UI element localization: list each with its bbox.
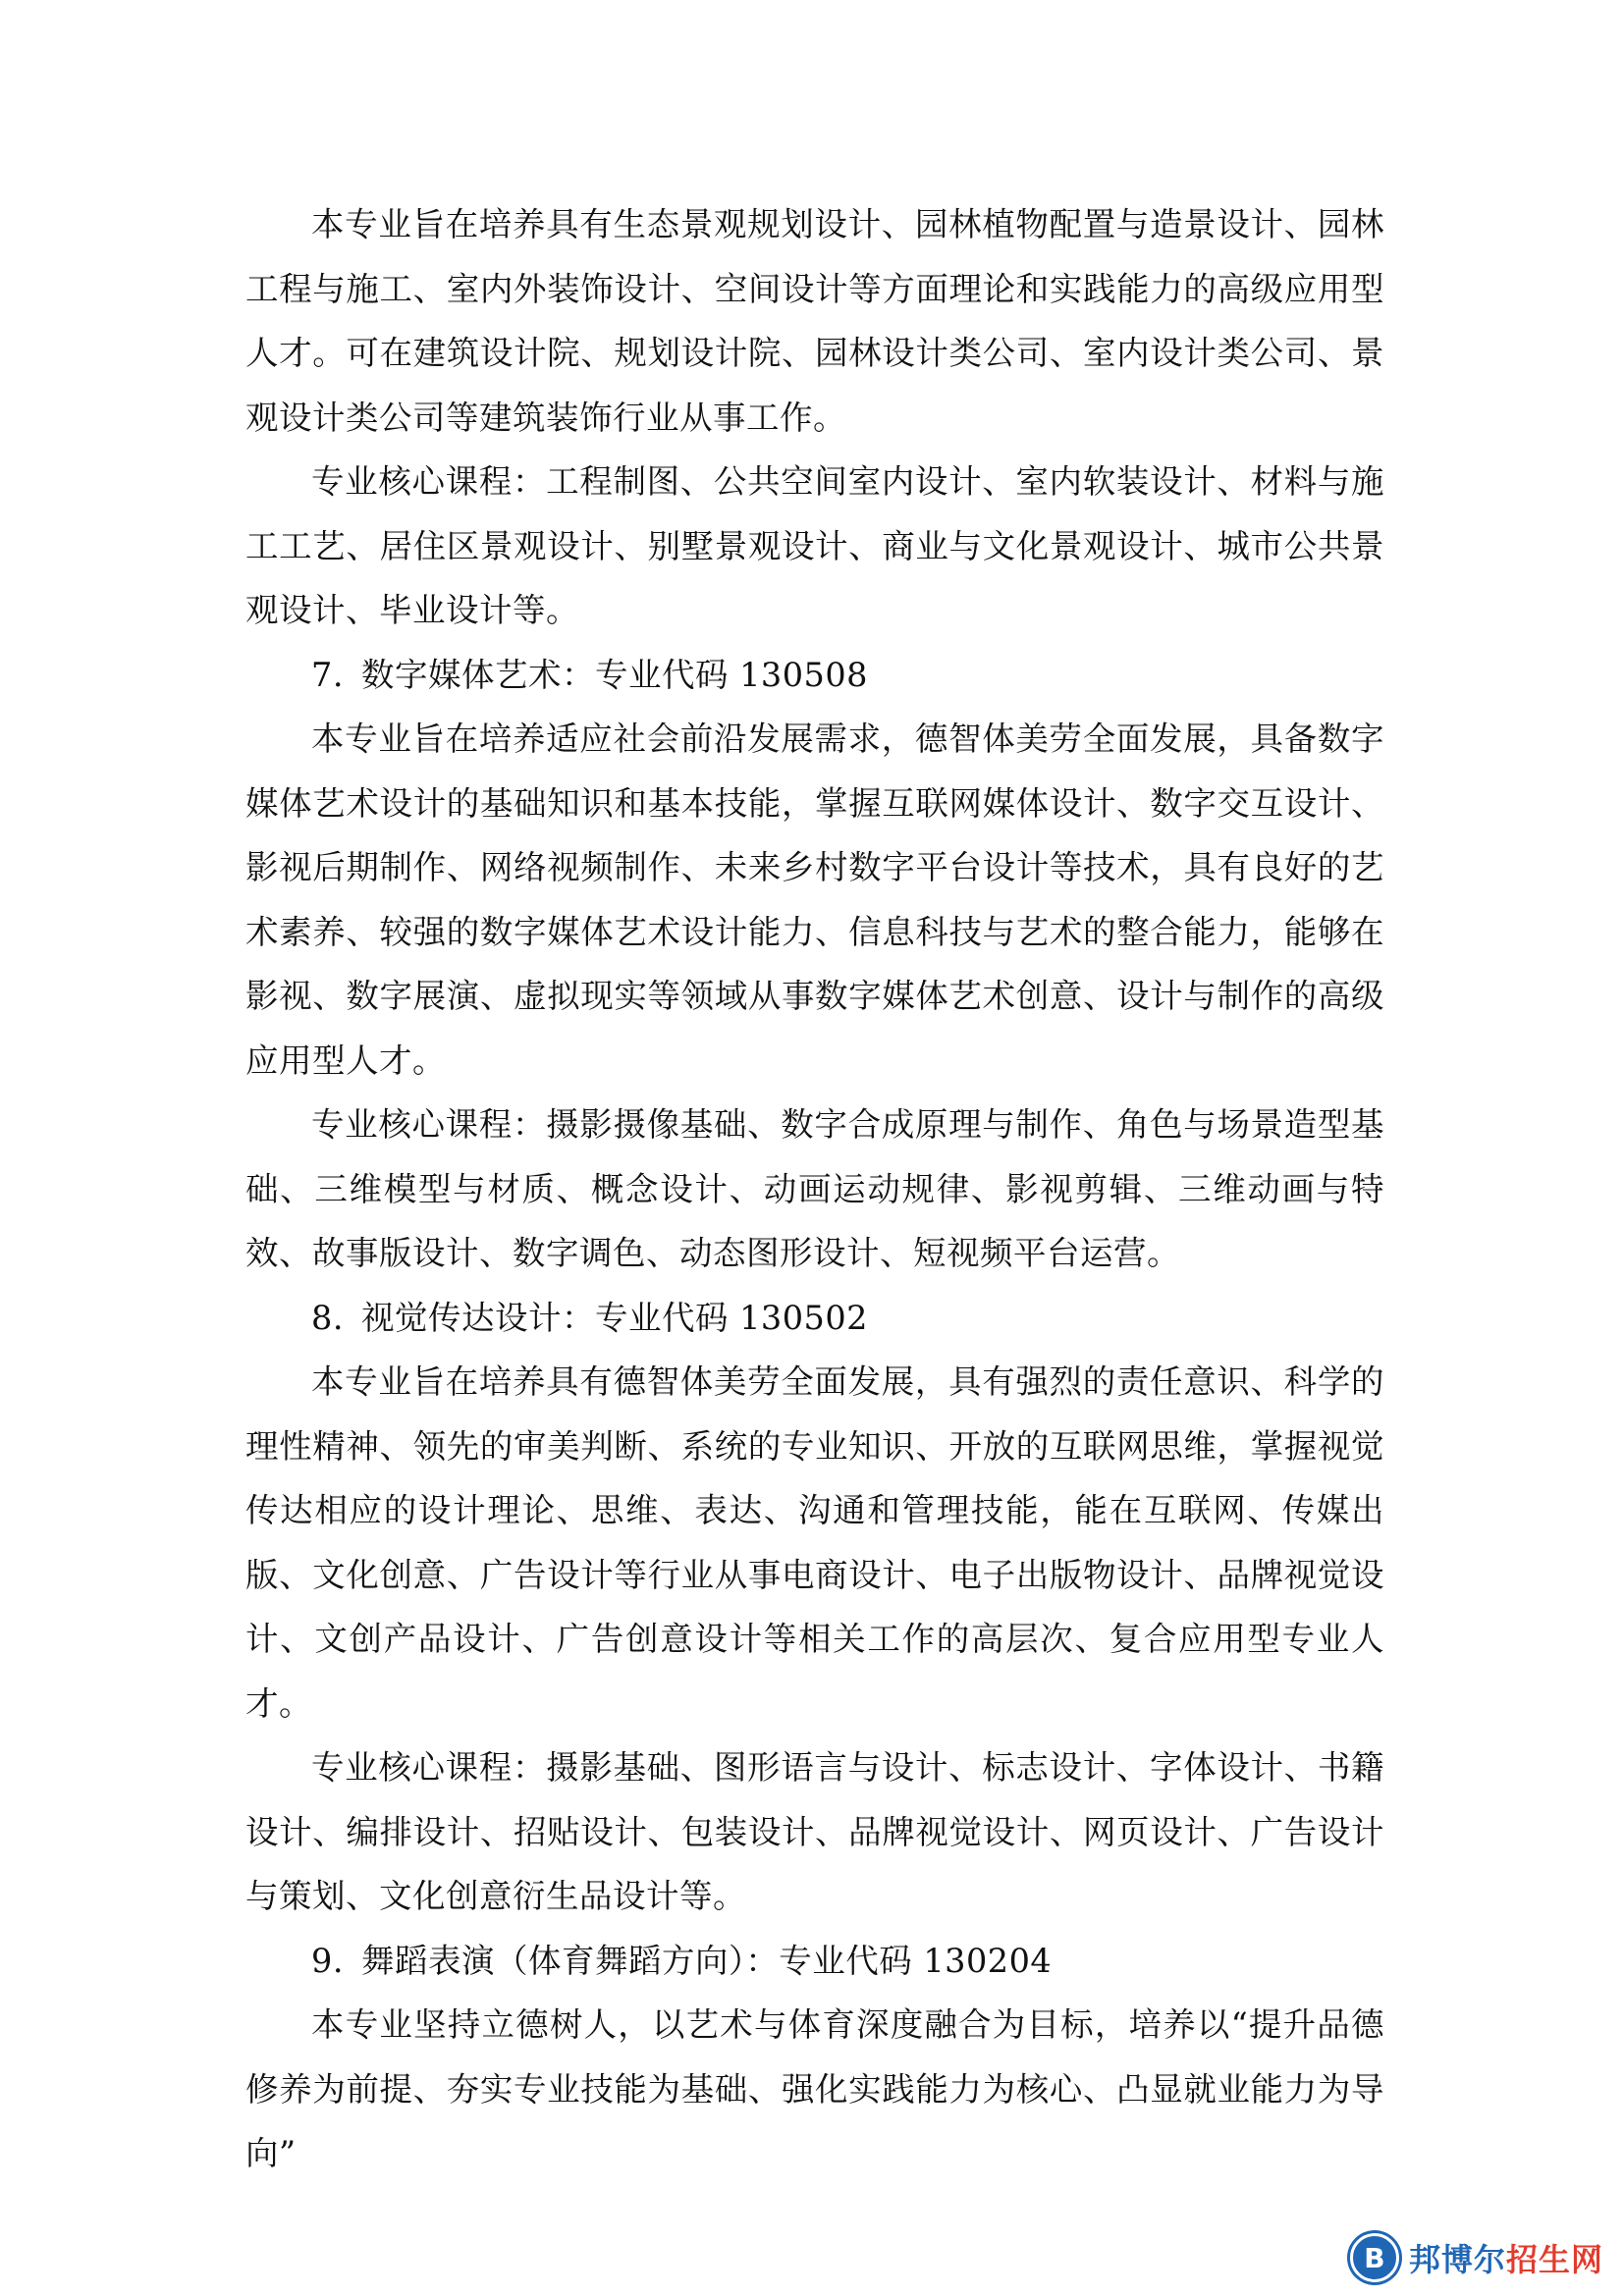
- paragraph-major-intro-dance: 本专业坚持立德树人，以艺术与体育深度融合为目标，培养以“提升品德修养为前提、夯实专业技能为基础、强化实践能力为核心、凸显就业能力为导向”: [245, 2005, 1384, 2172]
- heading-major-9: [245, 1929, 1384, 1994]
- paragraph-major-intro-visual-communication: 本专业旨在培养具有德智体美劳全面发展，具有强烈的责任意识、科学的理性精神、领先的审美判断、系统的专业知识、开放的互联网思维，掌握视觉传达相应的设计理论、思维、表达、沟通和管理技能，能在互联网、传媒出版、文化创意、广告设计等行业从事电商设计、电子出版物设计、品牌视觉设计、文创产品设计、广告创意设计等相关工作的高层次、复合应用型专业人才。: [245, 1362, 1384, 1723]
- watermark-logo-icon: B: [1350, 2233, 1399, 2282]
- heading-major-8: [245, 1286, 1384, 1351]
- paragraph-core-courses-digital-media: 专业核心课程：摄影摄像基础、数字合成原理与制作、角色与场景造型基础、三维模型与材质、概念设计、动画运动规律、影视剪辑、三维动画与特效、故事版设计、数字调色、动态图形设计、短视频平台运营。: [245, 1105, 1384, 1272]
- heading-text: 舞蹈表演（体育舞蹈方向）：专业代码 130204: [360, 1941, 1053, 1980]
- heading-text: 数字媒体艺术：专业代码 130508: [360, 655, 868, 694]
- watermark-name-accent: 招生网: [1505, 2241, 1603, 2278]
- paragraph-core-courses-landscape: 专业核心课程：工程制图、公共空间室内设计、室内软装设计、材料与施工工艺、居住区景观设计、别墅景观设计、商业与文化景观设计、城市公共景观设计、毕业设计等。: [245, 462, 1384, 629]
- site-watermark: [1350, 2233, 1603, 2282]
- heading-number: 9.: [311, 1941, 344, 1980]
- heading-number: 8.: [311, 1298, 344, 1337]
- paragraph-major-intro-digital-media: 本专业旨在培养适应社会前沿发展需求，德智体美劳全面发展，具备数字媒体艺术设计的基础知识和基本技能，掌握互联网媒体设计、数字交互设计、影视后期制作、网络视频制作、未来乡村数字平台设计等技术，具有良好的艺术素养、较强的数字媒体艺术设计能力、信息科技与艺术的整合能力，能够在影视、数字展演、虚拟现实等领域从事数字媒体艺术创意、设计与制作的高级应用型人才。: [245, 720, 1384, 1080]
- watermark-name-main: 邦博尔: [1408, 2241, 1506, 2278]
- watermark-site-name: [1409, 2235, 1603, 2280]
- heading-number: 7.: [311, 655, 344, 694]
- paragraph-core-courses-visual-communication: 专业核心课程：摄影基础、图形语言与设计、标志设计、字体设计、书籍设计、编排设计、招贴设计、包装设计、品牌视觉设计、网页设计、广告设计与策划、文化创意衍生品设计等。: [245, 1748, 1384, 1915]
- heading-major-7: [245, 643, 1384, 708]
- heading-text: 视觉传达设计：专业代码 130502: [360, 1298, 868, 1337]
- paragraph-major-intro-landscape: 本专业旨在培养具有生态景观规划设计、园林植物配置与造景设计、园林工程与施工、室内外装饰设计、空间设计等方面理论和实践能力的高级应用型人才。可在建筑设计院、规划设计院、园林设计类公司、室内设计类公司、景观设计类公司等建筑装饰行业从事工作。: [245, 205, 1384, 437]
- document-body: [245, 192, 1384, 2186]
